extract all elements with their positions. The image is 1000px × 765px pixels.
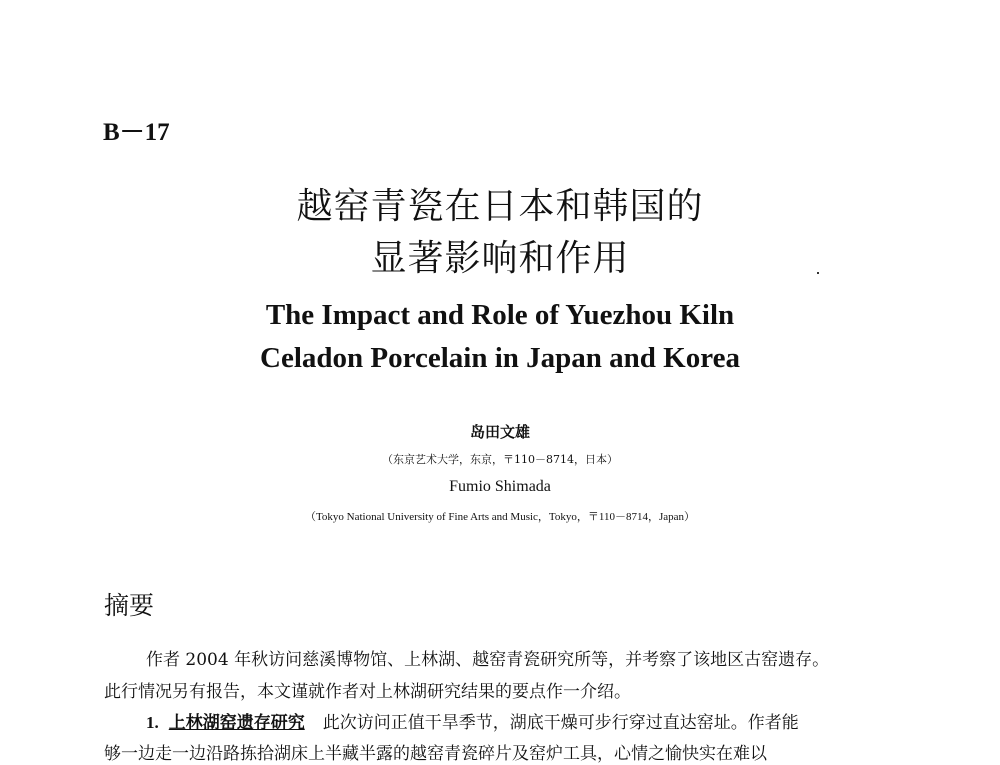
- abstract-heading: 摘要: [104, 591, 155, 620]
- section-number: 1.: [146, 713, 159, 732]
- body-line-2: 此行情况另有报告，本文谨就作者对上林湖研究结果的要点作一介绍。: [104, 682, 631, 702]
- article-code: B－17: [103, 119, 170, 146]
- body-line-3: [146, 712, 799, 734]
- scan-speck: [817, 272, 819, 274]
- title-zh-line1: 越窑青瓷在日本和韩国的: [296, 186, 704, 227]
- author-name-zh: 岛田文雄: [469, 423, 530, 441]
- section-heading: 上林湖窑遗存研究: [168, 713, 305, 733]
- body-line-4: 够一边走一边沿路拣拾湖床上半藏半露的越窑青瓷碎片及窑炉工具，心情之愉快实在难以: [104, 744, 767, 764]
- title-en-line1: The Impact and Role of Yuezhou Kiln: [265, 299, 735, 331]
- affiliation-en: （Tokyo National University of Fine Arts and Music，Tokyo，〒110－8714，Japan）: [304, 511, 696, 523]
- section-text: 此次访问正值干旱季节，湖底干燥可步行穿过直达窑址。作者能: [322, 713, 799, 733]
- title-en-line2: Celadon Porcelain in Japan and Korea: [260, 342, 740, 374]
- body-line-1: 作者 2004 年秋访问慈溪博物馆、上林湖、越窑青瓷研究所等，并考察了该地区古窑遗存。: [146, 650, 830, 670]
- author-name-en: Fumio Shimada: [449, 478, 551, 495]
- affiliation-zh: （东京艺术大学，东京，〒110－8714，日本）: [382, 453, 618, 466]
- title-zh-line2: 显著影响和作用: [370, 238, 630, 279]
